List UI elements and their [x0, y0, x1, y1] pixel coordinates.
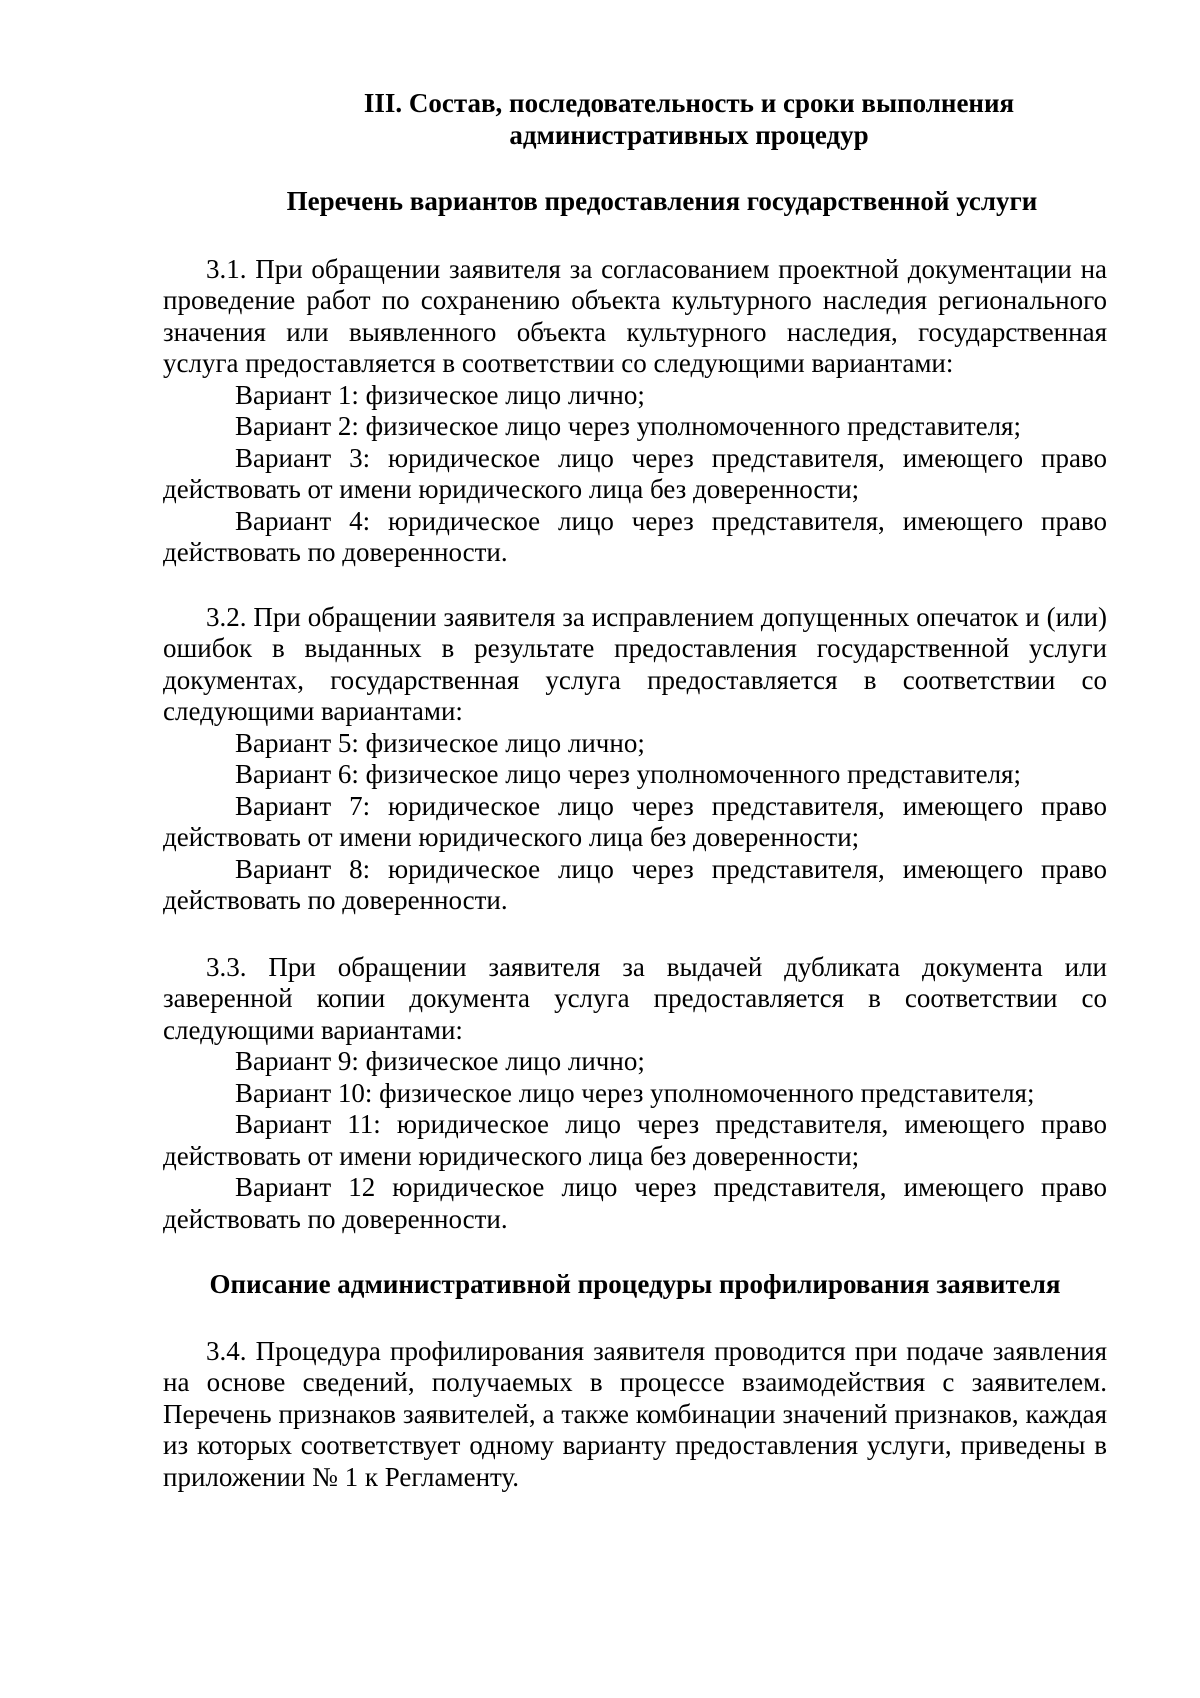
variant-7: Вариант 7: юридическое лицо через представителя, имеющего право действовать от имени юридического лица без доверенности;: [163, 790, 1107, 852]
variant-5: Вариант 5: физическое лицо лично;: [235, 727, 645, 758]
section-title-line-2: административных процедур: [509, 119, 869, 150]
document-body: [163, 88, 1107, 1493]
paragraph-3-4: 3.4. Процедура профилирования заявителя проводится при подаче заявления на основе сведений, получаемых в процессе взаимодействия с заявителем. Перечень признаков заявителей, а также комбинации значений признаков, каждая из которых соответствует одному варианту предоставления услуги, приведены в приложении № 1 к Регламенту.: [163, 1335, 1107, 1492]
variant-9: Вариант 9: физическое лицо лично;: [235, 1046, 645, 1076]
section-title: [217, 88, 1161, 151]
variant-6: Вариант 6: физическое лицо через уполномоченного представителя;: [235, 759, 1021, 789]
variant-8: Вариант 8: юридическое лицо через представителя, имеющего право действовать по доверенности.: [163, 853, 1107, 915]
variant-1: Вариант 1: физическое лицо лично;: [235, 379, 645, 410]
variant-4: Вариант 4: юридическое лицо через представителя, имеющего право действовать по доверенности.: [163, 505, 1107, 567]
variant-10: Вариант 10: физическое лицо через уполномоченного представителя;: [235, 1077, 1035, 1108]
variant-2: Вариант 2: физическое лицо через уполномоченного представителя;: [235, 411, 1021, 441]
variant-12: Вариант 12 юридическое лицо через представителя, имеющего право действовать по доверенности.: [163, 1172, 1107, 1234]
subheading-variants: Перечень вариантов предоставления государственной услуги: [286, 186, 1038, 216]
subheading-profiling: Описание административной процедуры профилирования заявителя: [209, 1269, 1061, 1299]
paragraph-3-2: 3.2. При обращении заявителя за исправлением допущенных опечаток и (или) ошибок в выданных в результате предоставления государственной услуги документах, государственная услуга предоставляется в соответствии со следующими вариантами:: [163, 601, 1107, 726]
paragraph-3-1: 3.1. При обращении заявителя за согласованием проектной документации на проведение работ по сохранению объекта культурного наследия регионального значения или выявленного объекта культурного наследия, государственная услуга предоставляется в соответствии со следующими вариантами:: [163, 253, 1107, 378]
variant-11: Вариант 11: юридическое лицо через представителя, имеющего право действовать от имени юридического лица без доверенности;: [163, 1109, 1107, 1171]
variant-3: Вариант 3: юридическое лицо через представителя, имеющего право действовать от имени юридического лица без доверенности;: [163, 442, 1107, 504]
section-title-line-1: III. Состав, последовательность и сроки выполнения: [363, 88, 1015, 118]
paragraph-3-3: 3.3. При обращении заявителя за выдачей дубликата документа или заверенной копии документа услуга предоставляется в соответствии со следующими вариантами:: [163, 951, 1107, 1045]
